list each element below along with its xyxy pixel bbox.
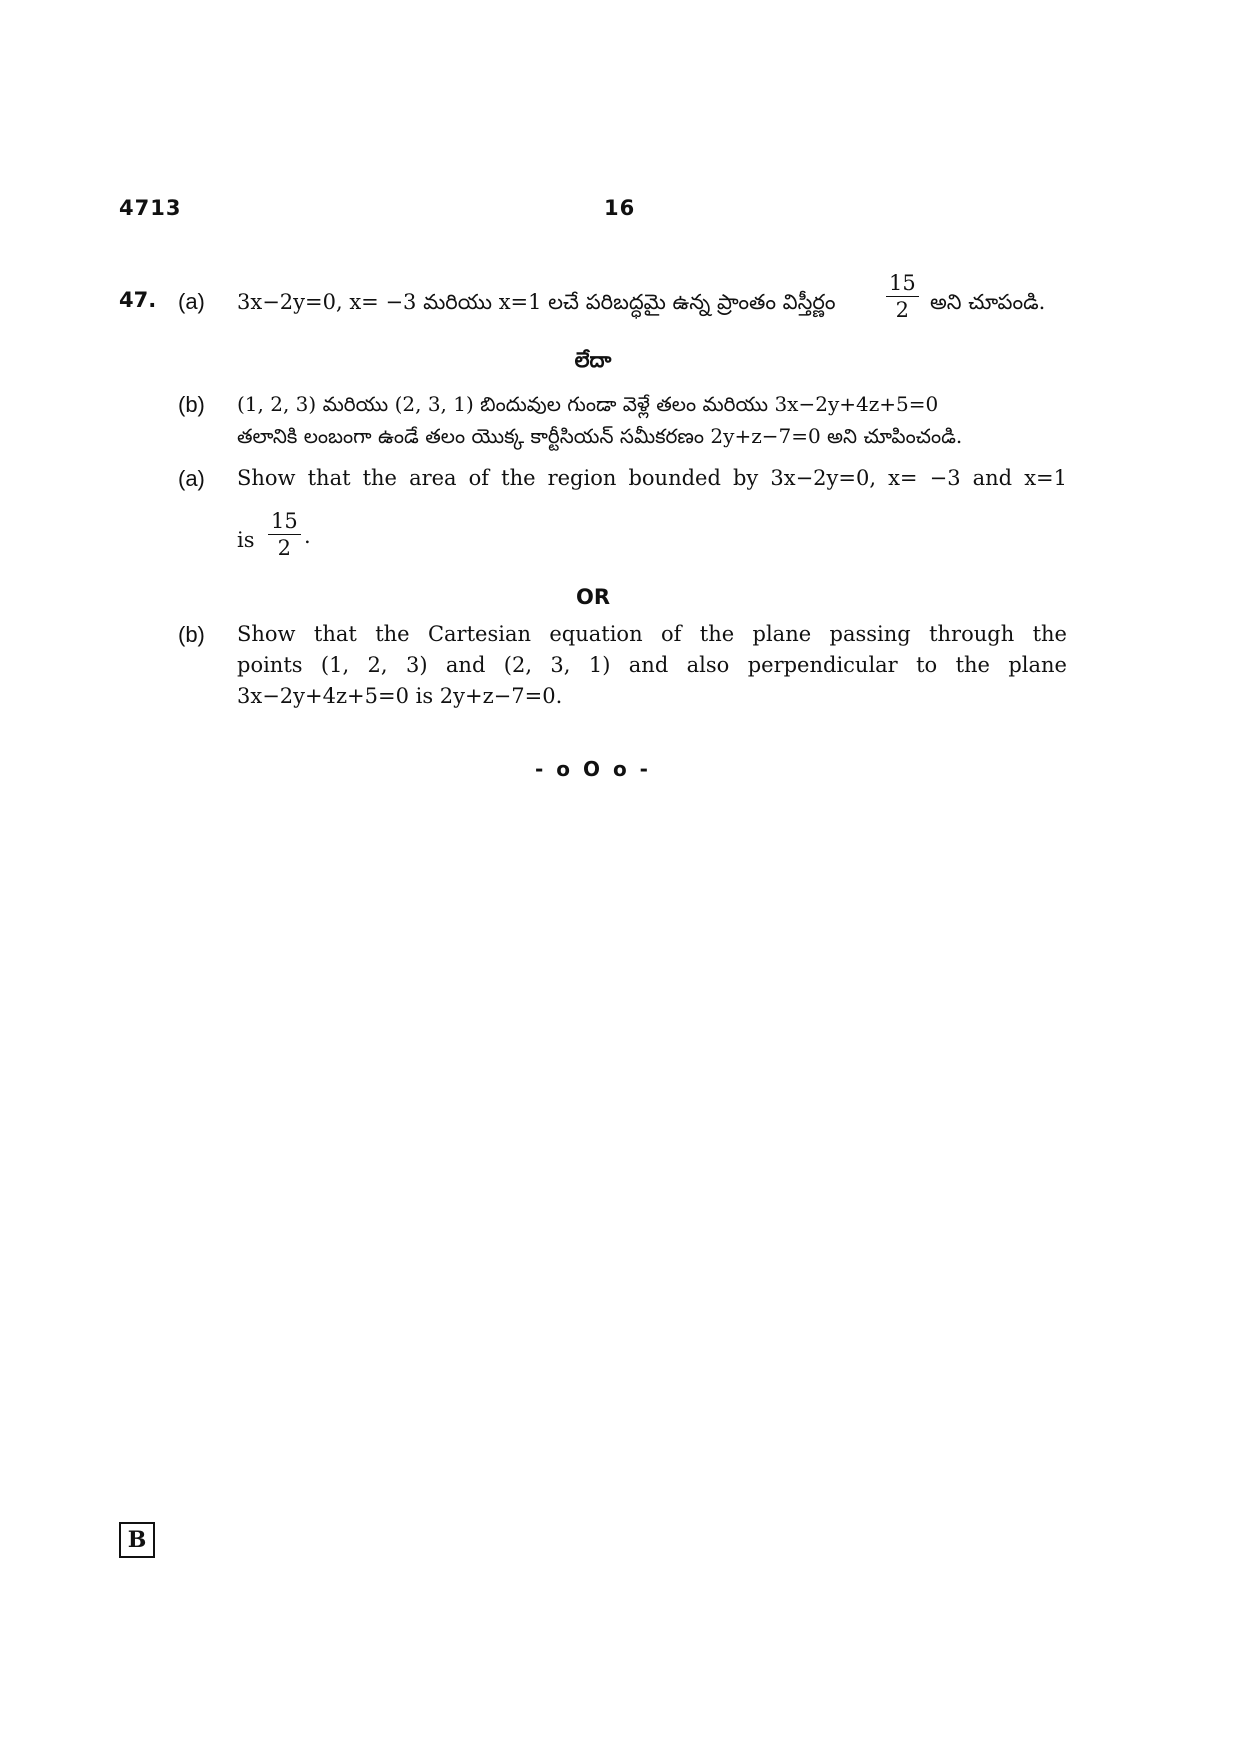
english-part-a-label: (a) — [178, 466, 205, 491]
page-number: 16 — [604, 196, 636, 220]
english-or-separator: OR — [575, 585, 611, 609]
telugu-part-a-text-before: 3x−2y=0, x= −3 మరియు x=1 లచే పరిబద్ధమై ఉన్న ప్రాంతం విస్తీర్ణం — [237, 290, 836, 314]
telugu-part-a-text — [237, 287, 835, 318]
fraction-numerator: 15 — [268, 508, 301, 535]
end-of-paper-mark: - o O o - — [535, 757, 651, 781]
telugu-part-a-text-after: అని చూపండి. — [930, 290, 1046, 314]
telugu-part-b-label: (b) — [178, 392, 205, 417]
telugu-or-separator: లేదా — [574, 348, 612, 372]
telugu-part-b-line-1: (1, 2, 3) మరియు (2, 3, 1) బిందువుల గుండా వెళ్లే తలం మరియు 3x−2y+4z+5=0 — [237, 392, 939, 416]
english-part-b-line-1: Show that the Cartesian equation of the plane passing through the — [237, 622, 1067, 646]
english-part-a-period: . — [304, 524, 311, 548]
telugu-part-b-line-2: తలానికి లంబంగా ఉండే తలం యొక్క కార్టీసియన్ సమీకరణం 2y+z−7=0 అని చూపించండి. — [237, 424, 963, 448]
fraction-denominator: 2 — [895, 298, 910, 322]
question-number: 47. — [119, 288, 157, 312]
english-part-a-fraction — [268, 508, 301, 561]
english-part-a-is: is — [237, 528, 255, 552]
question-set-label: B — [119, 1522, 155, 1558]
english-part-a-line-1: Show that the area of the region bounded by 3x−2y=0, x= −3 and x=1 — [237, 466, 1067, 490]
telugu-part-a-fraction — [886, 270, 919, 323]
english-part-b-line-3: 3x−2y+4z+5=0 is 2y+z−7=0. — [237, 684, 563, 708]
english-part-b-line-2: points (1, 2, 3) and (2, 3, 1) and also perpendicular to the plane — [237, 653, 1067, 677]
paper-code: 4713 — [119, 196, 182, 220]
fraction-numerator: 15 — [886, 270, 919, 297]
fraction-denominator: 2 — [277, 536, 292, 560]
telugu-part-a-label: (a) — [178, 289, 205, 314]
english-part-b-label: (b) — [178, 622, 205, 647]
